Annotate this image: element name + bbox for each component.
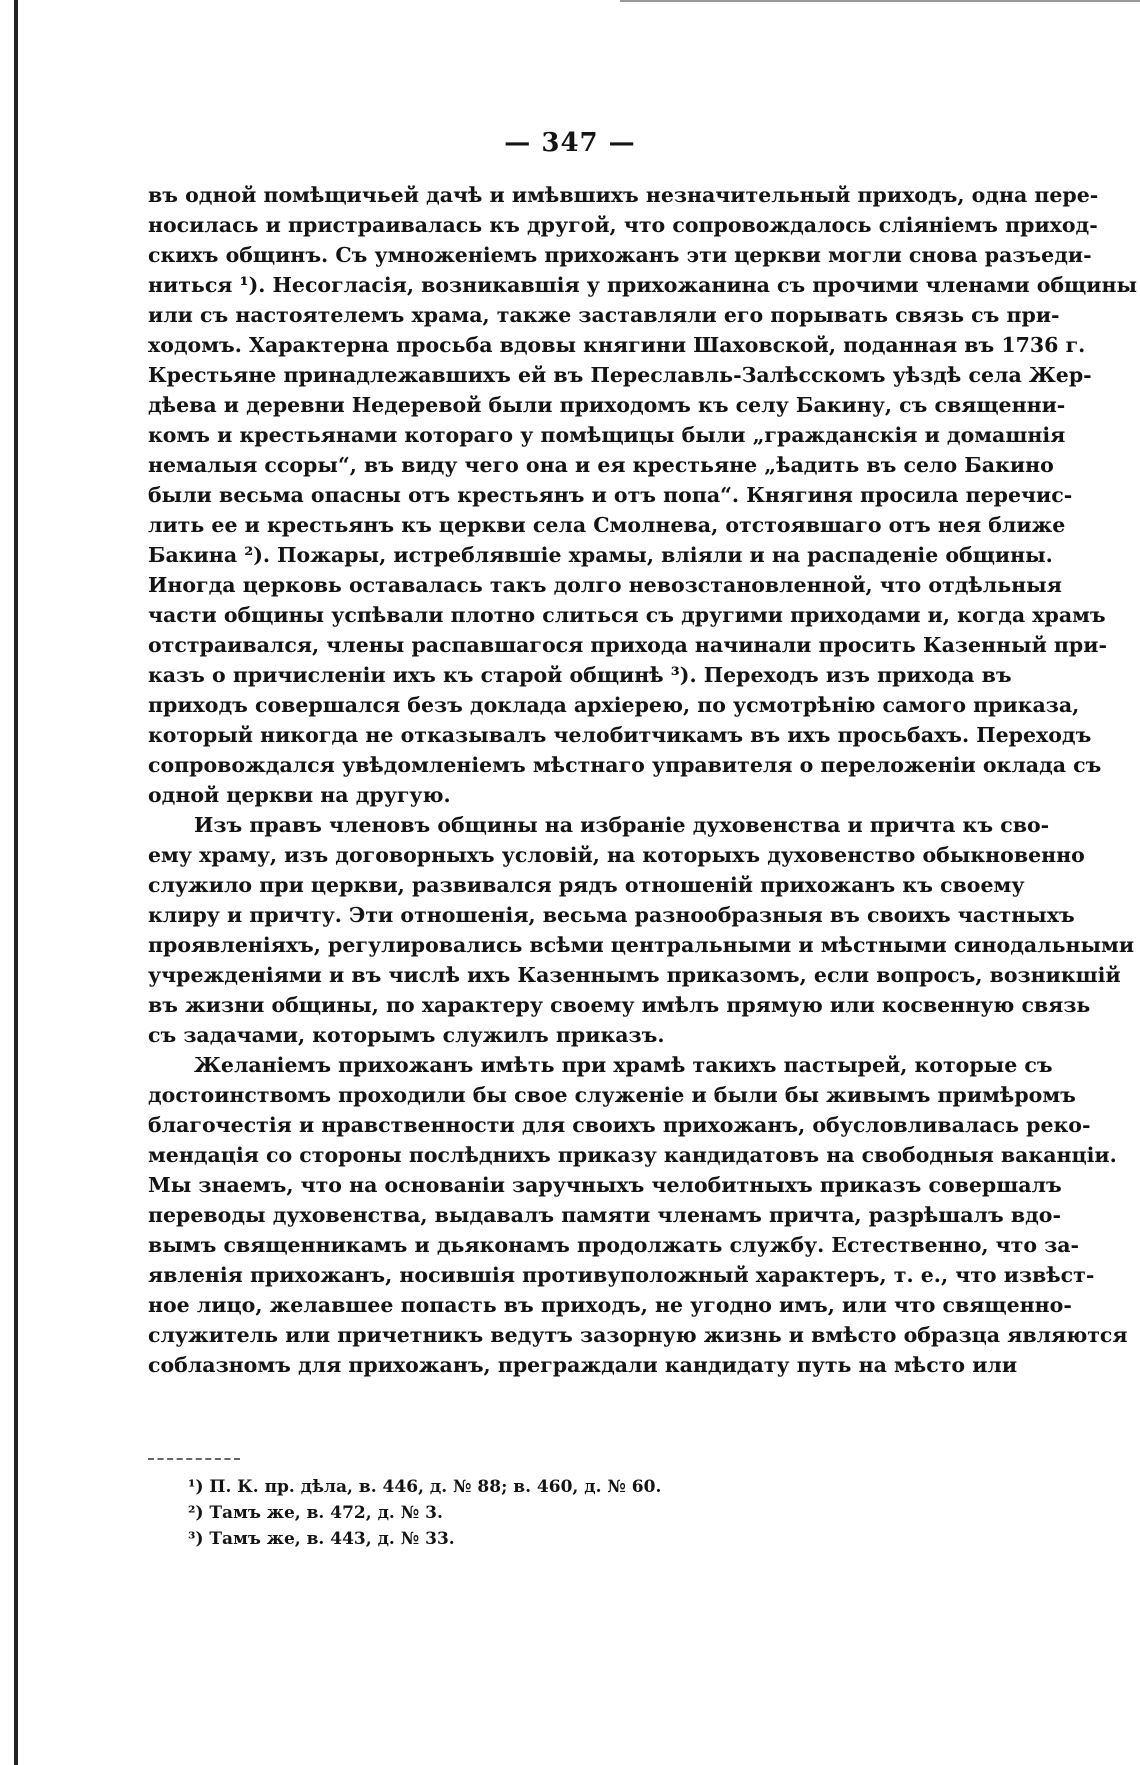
text-line: носилась и пристраивалась къ другой, что сопровождалось сліяніемъ приход-: [148, 213, 1098, 237]
text-line: сопровождался увѣдомленіемъ мѣстнаго управителя о переложеніи оклада съ: [148, 753, 1102, 777]
text-line: приходъ совершался безъ доклада архіерею, по усмотрѣнію самого приказа,: [148, 693, 1080, 717]
text-line: съ задачами, которымъ служилъ приказъ.: [148, 1023, 665, 1047]
text-line: дѣева и деревни Недеревой были приходомъ къ селу Бакину, съ священни-: [148, 393, 1066, 417]
text-line: служитель или причетникъ ведутъ зазорную жизнь и вмѣсто образца являются: [148, 1323, 1128, 1347]
text-line: Изъ правъ членовъ общины на избраніе духовенства и причта къ сво-: [194, 813, 1050, 837]
text-line: или съ настоятелемъ храма, также заставляли его порывать связь съ при-: [148, 303, 1060, 327]
text-line: клиру и причту. Эти отношенія, весьма разнообразныя въ своихъ частныхъ: [148, 903, 1075, 927]
text-line: были весьма опасны отъ крестьянъ и отъ попа“. Княгиня просила перечис-: [148, 483, 1073, 507]
footnote: ²) Тамъ же, в. 472, д. № 3.: [188, 1503, 443, 1523]
text-line: служило при церкви, развивался рядъ отношеній прихожанъ къ своему: [148, 873, 1025, 897]
text-line: въ жизни общины, по характеру своему имѣлъ прямую или косвенную связь: [148, 993, 1091, 1017]
text-line: Желаніемъ прихожанъ имѣть при храмѣ такихъ пастырей, которые съ: [194, 1053, 1053, 1077]
text-line: переводы духовенства, выдавалъ памяти членамъ причта, разрѣшалъ вдо-: [148, 1203, 1061, 1227]
text-line: въ одной помѣщичьей дачѣ и имѣвшихъ незначительный приходъ, одна пере-: [148, 183, 1099, 207]
text-line: учрежденіями и въ числѣ ихъ Казеннымъ приказомъ, если вопросъ, возникшій: [148, 963, 1121, 987]
text-line: достоинствомъ проходили бы свое служеніе и были бы живымъ примѣромъ: [148, 1083, 1076, 1107]
footnote: ³) Тамъ же, в. 443, д. № 33.: [188, 1529, 455, 1549]
text-line: части общины успѣвали плотно слиться съ другими приходами и, когда храмъ: [148, 603, 1106, 627]
text-line: отстраивался, члены распавшагося прихода начинали просить Казенный при-: [148, 633, 1107, 657]
footnote: ¹) П. К. пр. дѣла, в. 446, д. № 88; в. 460, д. № 60.: [188, 1477, 662, 1497]
text-line: Бакина ²). Пожары, истреблявшіе храмы, вліяли и на распаденіе общины.: [148, 543, 1053, 567]
scan-top-edge: [620, 0, 1140, 2]
text-line: немалыя ссоры“, въ виду чего она и ея крестьяне „ѣадить въ село Бакино: [148, 453, 1054, 477]
footnotes: [188, 1474, 888, 1552]
text-line: ему храму, изъ договорныхъ условій, на которыхъ духовенство обыкновенно: [148, 843, 1085, 867]
footnote-divider: [148, 1458, 240, 1460]
text-line: проявленіяхъ, регулировались всѣми центральными и мѣстными синодальными: [148, 933, 1135, 957]
body-text: [148, 180, 1137, 1380]
text-line: ное лицо, желавшее попасть въ приходъ, не угодно имъ, или что священно-: [148, 1293, 1072, 1317]
text-line: вымъ священникамъ и дьяконамъ продолжать службу. Естественно, что за-: [148, 1233, 1080, 1257]
text-line: Мы знаемъ, что на основаніи заручныхъ челобитныхъ приказъ совершалъ: [148, 1173, 1062, 1197]
text-line: комъ и крестьянами котораго у помѣщицы были „гражданскія и домашнія: [148, 423, 1066, 447]
text-line: благочестія и нравственности для своихъ прихожанъ, обусловливалась реко-: [148, 1113, 1091, 1137]
text-line: явленія прихожанъ, носившія противуположный характеръ, т. е., что извѣст-: [148, 1263, 1095, 1287]
text-line: одной церкви на другую.: [148, 783, 451, 807]
text-line: Крестьяне принадлежавшихъ ей въ Переславль-Залѣсскомъ уѣздѣ села Жер-: [148, 363, 1092, 387]
text-line: лить ее и крестьянъ къ церкви села Смолнева, отстоявшаго отъ нея ближе: [148, 513, 1066, 537]
scan-page-edge: [14, 0, 18, 1765]
text-line: ниться ¹). Несогласія, возникавшія у прихожанина съ прочими членами общины: [148, 273, 1137, 297]
text-line: Иногда церковь оставалась такъ долго невозстановленной, что отдѣльныя: [148, 573, 1062, 597]
text-line: скихъ общинъ. Съ умноженіемъ прихожанъ эти церкви могли снова разъеди-: [148, 243, 1092, 267]
page-number: — 347 —: [504, 128, 636, 158]
text-line: казъ о причисленіи ихъ къ старой общинѣ ³). Переходъ изъ прихода въ: [148, 663, 1012, 687]
text-line: который никогда не отказывалъ челобитчикамъ въ ихъ просьбахъ. Переходъ: [148, 723, 1092, 747]
text-line: мендація со стороны послѣднихъ приказу кандидатовъ на свободныя ваканціи.: [148, 1143, 1117, 1167]
text-line: соблазномъ для прихожанъ, преграждали кандидату путь на мѣсто или: [148, 1353, 1018, 1377]
text-line: ходомъ. Характерна просьба вдовы княгини Шаховской, поданная въ 1736 г.: [148, 333, 1086, 357]
